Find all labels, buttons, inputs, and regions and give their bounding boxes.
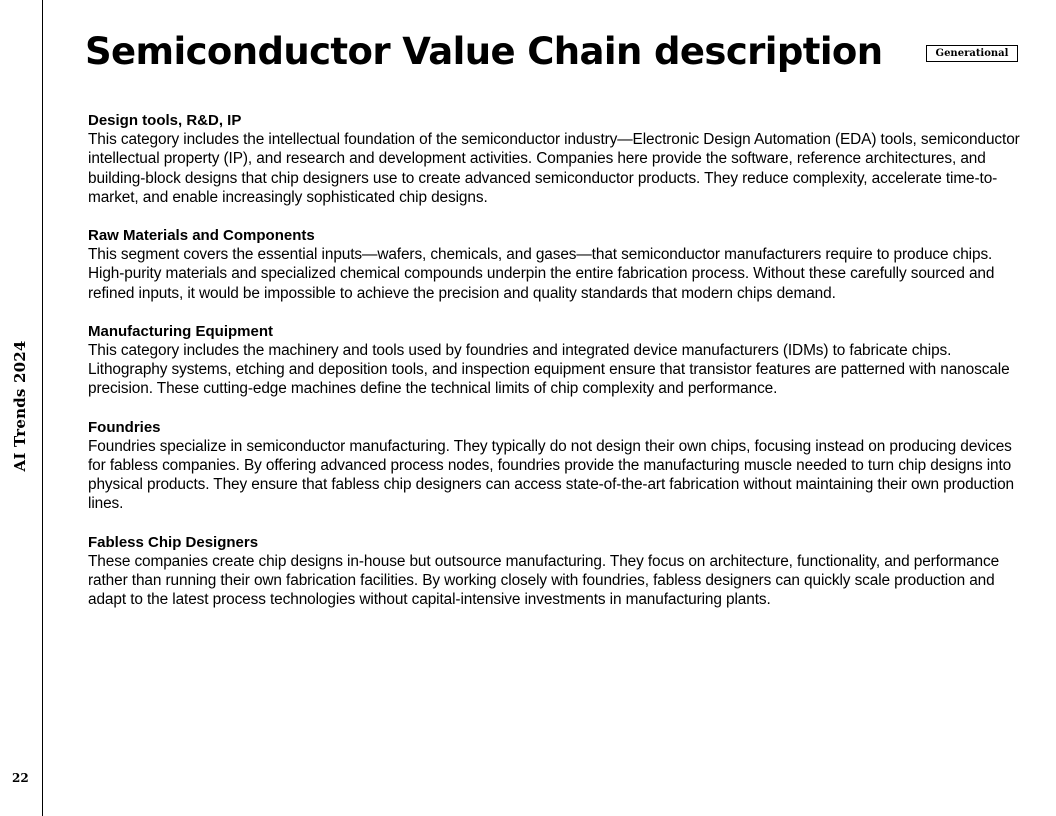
- section-body: These companies create chip designs in-house but outsource manufacturing. They focus on architecture, functionality, and performance rather than running their own fabrication facilities. By working closely with foundries, fabless designers can quickly scale production and adapt to the latest process technologies without capital-intensive investments in manufacturing plants.: [88, 552, 1000, 609]
- section-fabless-designers: [88, 533, 1023, 610]
- section-heading: Fabless Chip Designers: [88, 533, 259, 551]
- page-title: Semiconductor Value Chain description: [85, 30, 883, 73]
- page-number: 22: [12, 771, 29, 785]
- section-body: This category includes the intellectual foundation of the semiconductor industry—Electronic Design Automation (EDA) tools, semiconductor intellectual property (IP), and research and development activities. Companies here provide the software, reference architectures, and building-block designs that chip designers use to create advanced semiconductor products. They reduce complexity, accelerate time-to-market, and enable increasingly sophisticated chip designs.: [88, 131, 1020, 206]
- section-foundries: [88, 418, 1023, 514]
- category-tag-badge: Generational: [926, 45, 1018, 62]
- sidebar-divider: [42, 0, 43, 816]
- section-manufacturing-equipment: [88, 322, 1023, 399]
- section-body: This segment covers the essential inputs—wafers, chemicals, and gases—that semiconductor manufacturers require to produce chips. High-purity materials and specialized chemical compounds underpin the entire fabrication process. Without these carefully sourced and refined inputs, it would be impossible to achieve the precision and quality standards that modern chips demand.: [88, 246, 995, 302]
- section-raw-materials: [88, 226, 1023, 303]
- section-heading: Manufacturing Equipment: [88, 322, 273, 340]
- report-label: AI Trends 2024: [11, 340, 29, 472]
- section-body: Foundries specialize in semiconductor manufacturing. They typically do not design their own chips, focusing instead on producing devices for fabless companies. By offering advanced process nodes, foundries provide the manufacturing muscle needed to turn chip designs into physical products. They ensure that fabless chip designers can access state-of-the-art fabrication without maintaining their own production lines.: [88, 437, 1015, 513]
- section-design-tools: [88, 111, 1023, 207]
- section-body: This category includes the machinery and tools used by foundries and integrated device manufacturers (IDMs) to fabricate chips. Lithography systems, etching and deposition tools, and inspection equipment ensure that transistor features are patterned with nanoscale precision. These cutting-edge machines define the technical limits of chip complexity and performance.: [88, 342, 1010, 398]
- section-heading: Foundries: [88, 418, 161, 436]
- section-heading: Design tools, R&D, IP: [88, 112, 242, 129]
- content-area: [88, 111, 1023, 628]
- section-heading: Raw Materials and Components: [88, 227, 315, 245]
